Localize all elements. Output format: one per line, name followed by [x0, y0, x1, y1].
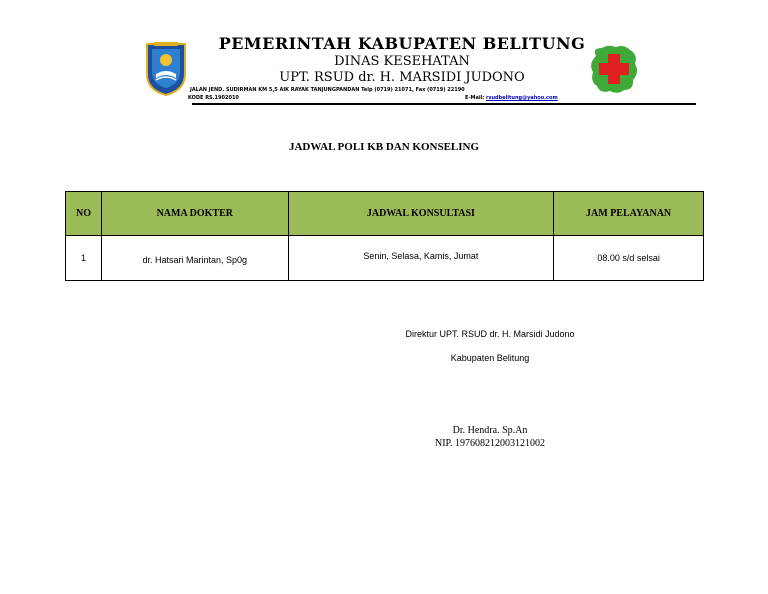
- signatory-region: Kabupaten Belitung: [450, 353, 530, 363]
- document-title: JADWAL POLI KB DAN KONSELING: [288, 141, 480, 153]
- header-service-hours: JAM PELAYANAN: [554, 192, 704, 236]
- table-row: [66, 236, 704, 281]
- email-label: E-Mail:: [465, 95, 485, 101]
- email-link[interactable]: rsudbelitung@yahoo.com: [486, 95, 558, 101]
- header-consultation-schedule: JADWAL KONSULTASI: [288, 192, 554, 236]
- cell-hours: 08.00 s/d selsai: [554, 236, 704, 281]
- signatory-nip: NIP. 197608212003121002: [434, 438, 545, 449]
- header-no: NO: [66, 192, 102, 236]
- email-line: [465, 95, 558, 101]
- signatory-position: Direktur UPT. RSUD dr. H. Marsidi Judono: [405, 329, 575, 339]
- letterhead-divider: [192, 103, 696, 105]
- department-name: DINAS KESEHATAN: [334, 54, 470, 69]
- cell-doctor-name: dr. Hatsari Marintan, Sp0g: [101, 236, 288, 281]
- schedule-table: [65, 191, 704, 281]
- header-doctor-name: NAMA DOKTER: [101, 192, 288, 236]
- address: JALAN JEND. SUDIRMAN KM 5,5 AIK RAYAK TANJUNGPANDAN Telp (0719) 21071, Fax (0719) 22190: [190, 87, 465, 93]
- table-header-row: [66, 192, 704, 236]
- hospital-name: UPT. RSUD dr. H. MARSIDI JUDONO: [279, 70, 525, 85]
- hospital-code: KODE RS.1902010: [188, 95, 239, 101]
- letterhead: [140, 34, 700, 106]
- cell-schedule: Senin, Selasa, Kamis, Jumat: [288, 236, 554, 281]
- cell-no: 1: [66, 236, 102, 281]
- signatory-name: Dr. Hendra. Sp.An: [452, 425, 528, 436]
- hospital-cross-icon: [588, 42, 640, 96]
- org-name: PEMERINTAH KABUPATEN BELITUNG: [218, 34, 586, 53]
